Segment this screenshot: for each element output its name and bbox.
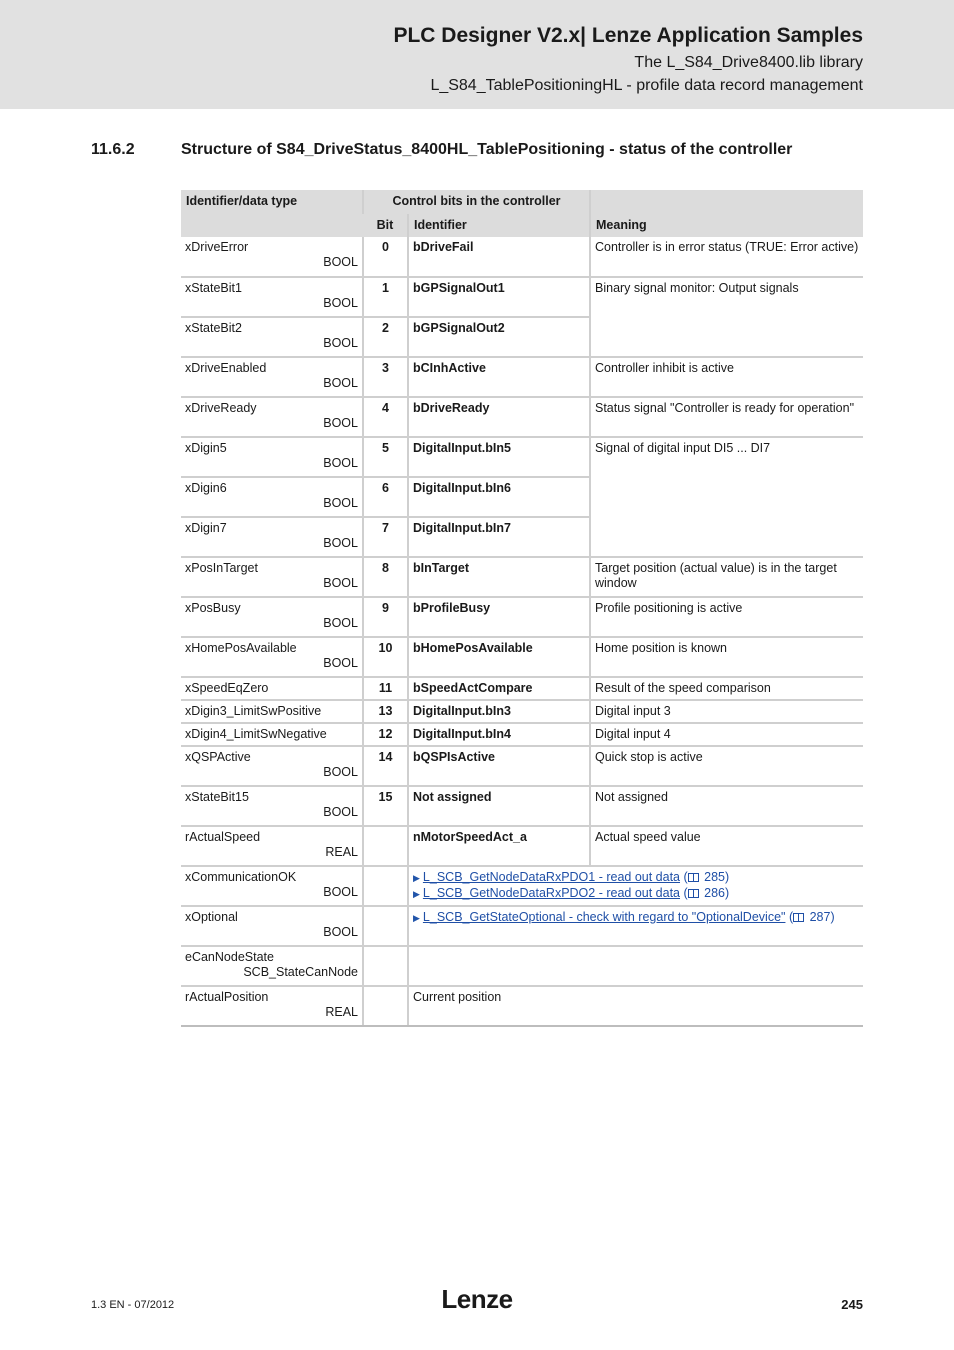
table-row [181, 746, 863, 786]
page-number-footer: 245 [841, 1297, 863, 1312]
chapter-subtitle: The L_S84_Drive8400.lib library [634, 54, 863, 71]
bit-cell [363, 826, 408, 866]
version-label: 1.3 EN - 07/2012 [91, 1299, 175, 1311]
table-row [181, 597, 863, 637]
var-type: BOOL [323, 296, 358, 310]
ident-cell: bQSPIsActive [408, 746, 590, 786]
var-name: xDriveReady [185, 401, 257, 415]
meaning-cell [408, 946, 863, 986]
identifier-cell [181, 677, 363, 700]
var-type: BOOL [323, 576, 358, 590]
table-row [181, 986, 863, 1026]
identifier-cell [181, 866, 363, 906]
bit-cell: 5 [363, 437, 408, 477]
arrow-right-icon: ▶ [413, 873, 420, 883]
ident-cell: bInTarget [408, 557, 590, 597]
section-subtitle: L_S84_TablePositioningHL - profile data record management [430, 77, 863, 94]
meaning-cell: Not assigned [590, 786, 863, 826]
identifier-cell [181, 517, 363, 557]
meaning-cell: Signal of digital input DI5 ... DI7 [590, 437, 863, 557]
var-type: BOOL [323, 885, 358, 899]
var-type: BOOL [323, 456, 358, 470]
page-number: 286 [704, 886, 726, 900]
table-row [181, 906, 863, 946]
identifier-cell [181, 277, 363, 317]
var-type: BOOL [323, 376, 358, 390]
identifier-cell [181, 237, 363, 277]
ident-cell: nMotorSpeedAct_a [408, 826, 590, 866]
var-name: xPosInTarget [185, 561, 258, 575]
table-row [181, 557, 863, 597]
table-row [181, 786, 863, 826]
var-name: xDigin7 [185, 521, 227, 535]
reference-line [413, 886, 859, 902]
var-type: BOOL [323, 656, 358, 670]
meaning-cell: Result of the speed comparison [590, 677, 863, 700]
var-type: BOOL [323, 255, 358, 269]
table-row [181, 677, 863, 700]
var-name: xDriveEnabled [185, 361, 267, 375]
var-type: BOOL [323, 805, 358, 819]
table-row [181, 277, 863, 317]
var-name: xSpeedEqZero [185, 681, 269, 695]
meaning-cell: Target position (actual value) is in the target window [590, 557, 863, 597]
var-type: REAL [325, 1005, 358, 1019]
meaning-cell: Status signal "Controller is ready for operation" [590, 397, 863, 437]
var-name: xOptional [185, 910, 238, 924]
var-name: xStateBit2 [185, 321, 242, 335]
var-name: rActualSpeed [185, 830, 261, 844]
table-row [181, 700, 863, 723]
meaning-cell: Current position [408, 986, 863, 1026]
document-title: PLC Designer V2.x| Lenze Application Samples [393, 24, 863, 47]
bit-cell: 1 [363, 277, 408, 317]
arrow-right-icon: ▶ [413, 889, 420, 899]
ident-cell: DigitalInput.bIn4 [408, 723, 590, 746]
bit-cell: 0 [363, 237, 408, 277]
identifier-cell [181, 637, 363, 677]
var-type: SCB_StateCanNode [243, 965, 358, 979]
section-title: Structure of S84_DriveStatus_8400HL_TablePositioning - status of the controller [181, 141, 793, 158]
bit-cell: 12 [363, 723, 408, 746]
book-icon [688, 873, 699, 882]
identifier-cell [181, 723, 363, 746]
header-meaning: Meaning [590, 190, 863, 237]
header-identifier: Identifier/data type [181, 190, 363, 237]
ident-cell: Not assigned [408, 786, 590, 826]
ident-cell: DigitalInput.bIn7 [408, 517, 590, 557]
page-ref[interactable]: ( 287) [788, 910, 835, 924]
identifier-cell [181, 826, 363, 866]
ident-cell: bGPSignalOut2 [408, 317, 590, 357]
section-number: 11.6.2 [91, 141, 135, 158]
reference-line [413, 870, 859, 886]
bit-cell: 10 [363, 637, 408, 677]
header-control-bits: Control bits in the controller [363, 190, 590, 214]
meaning-cell: Actual speed value [590, 826, 863, 866]
ident-cell: DigitalInput.bIn3 [408, 700, 590, 723]
meaning-cell: Controller is in error status (TRUE: Error active) [590, 237, 863, 277]
var-name: eCanNodeState [185, 950, 274, 964]
meaning-cell: Profile positioning is active [590, 597, 863, 637]
page-ref[interactable]: ( 286) [683, 886, 730, 900]
ident-cell: bGPSignalOut1 [408, 277, 590, 317]
var-name: xStateBit1 [185, 281, 242, 295]
var-type: BOOL [323, 925, 358, 939]
table-row [181, 866, 863, 906]
bit-cell: 2 [363, 317, 408, 357]
ident-cell: bDriveFail [408, 237, 590, 277]
link-getnodedata-rxpdo2[interactable]: L_SCB_GetNodeDataRxPDO2 - read out data [422, 886, 681, 900]
reference-line [413, 910, 859, 926]
book-icon [688, 889, 699, 898]
var-name: xDriveError [185, 240, 249, 254]
identifier-cell [181, 557, 363, 597]
ident-cell: DigitalInput.bIn6 [408, 477, 590, 517]
header-ident: Identifier [408, 214, 590, 237]
bit-cell: 13 [363, 700, 408, 723]
meaning-cell: Quick stop is active [590, 746, 863, 786]
bit-cell [363, 906, 408, 946]
table-row [181, 637, 863, 677]
table-row [181, 826, 863, 866]
var-type: BOOL [323, 765, 358, 779]
status-structure-table [181, 190, 863, 1027]
table-row [181, 237, 863, 277]
ident-cell: bProfileBusy [408, 597, 590, 637]
identifier-cell [181, 317, 363, 357]
page-number: 285 [704, 870, 726, 884]
ident-cell: bHomePosAvailable [408, 637, 590, 677]
bit-cell: 15 [363, 786, 408, 826]
logo-text: Lenze [441, 1284, 513, 1314]
var-type: BOOL [323, 416, 358, 430]
page-header [0, 0, 954, 109]
meaning-cell: Home position is known [590, 637, 863, 677]
reference-cell [408, 866, 863, 906]
arrow-right-icon: ▶ [413, 913, 420, 923]
page-ref[interactable]: ( 285) [683, 870, 730, 884]
table-row [181, 946, 863, 986]
identifier-cell [181, 437, 363, 477]
var-type: BOOL [323, 536, 358, 550]
bit-cell: 9 [363, 597, 408, 637]
reference-cell [408, 906, 863, 946]
identifier-cell [181, 397, 363, 437]
bit-cell: 11 [363, 677, 408, 700]
link-getstateoptional[interactable]: L_SCB_GetStateOptional - check with regard to "OptionalDevice" [422, 910, 786, 924]
book-icon [793, 913, 804, 922]
meaning-cell: Digital input 3 [590, 700, 863, 723]
identifier-cell [181, 746, 363, 786]
ident-cell: bSpeedActCompare [408, 677, 590, 700]
link-getnodedata-rxpdo1[interactable]: L_SCB_GetNodeDataRxPDO1 - read out data [422, 870, 681, 884]
bit-cell: 8 [363, 557, 408, 597]
var-type: BOOL [323, 336, 358, 350]
identifier-cell [181, 946, 363, 986]
bit-cell: 4 [363, 397, 408, 437]
identifier-cell [181, 986, 363, 1026]
var-name: xStateBit15 [185, 790, 249, 804]
lenze-logo [437, 1284, 517, 1314]
var-type: BOOL [323, 616, 358, 630]
bit-cell: 3 [363, 357, 408, 397]
table-row [181, 723, 863, 746]
identifier-cell [181, 700, 363, 723]
var-name: xHomePosAvailable [185, 641, 297, 655]
meaning-cell: Controller inhibit is active [590, 357, 863, 397]
bit-cell: 7 [363, 517, 408, 557]
var-name: xDigin5 [185, 441, 227, 455]
identifier-cell [181, 357, 363, 397]
table-row [181, 357, 863, 397]
table-row [181, 437, 863, 477]
header-bit: Bit [363, 214, 408, 237]
bit-cell [363, 866, 408, 906]
var-name: xDigin4_LimitSwNegative [185, 727, 327, 741]
ident-cell: bCInhActive [408, 357, 590, 397]
var-name: xQSPActive [185, 750, 251, 764]
var-name: xDigin6 [185, 481, 227, 495]
identifier-cell [181, 477, 363, 517]
var-name: rActualPosition [185, 990, 269, 1004]
bit-cell [363, 986, 408, 1026]
var-name: xCommunicationOK [185, 870, 297, 884]
var-name: xPosBusy [185, 601, 241, 615]
meaning-cell: Binary signal monitor: Output signals [590, 277, 863, 357]
var-type: REAL [325, 845, 358, 859]
ident-cell: bDriveReady [408, 397, 590, 437]
meaning-cell: Digital input 4 [590, 723, 863, 746]
bit-cell: 14 [363, 746, 408, 786]
var-type: BOOL [323, 496, 358, 510]
table-row [181, 397, 863, 437]
identifier-cell [181, 786, 363, 826]
identifier-cell [181, 597, 363, 637]
page-number: 287 [809, 910, 831, 924]
ident-cell: DigitalInput.bIn5 [408, 437, 590, 477]
bit-cell [363, 946, 408, 986]
bit-cell: 6 [363, 477, 408, 517]
identifier-cell [181, 906, 363, 946]
var-name: xDigin3_LimitSwPositive [185, 704, 322, 718]
